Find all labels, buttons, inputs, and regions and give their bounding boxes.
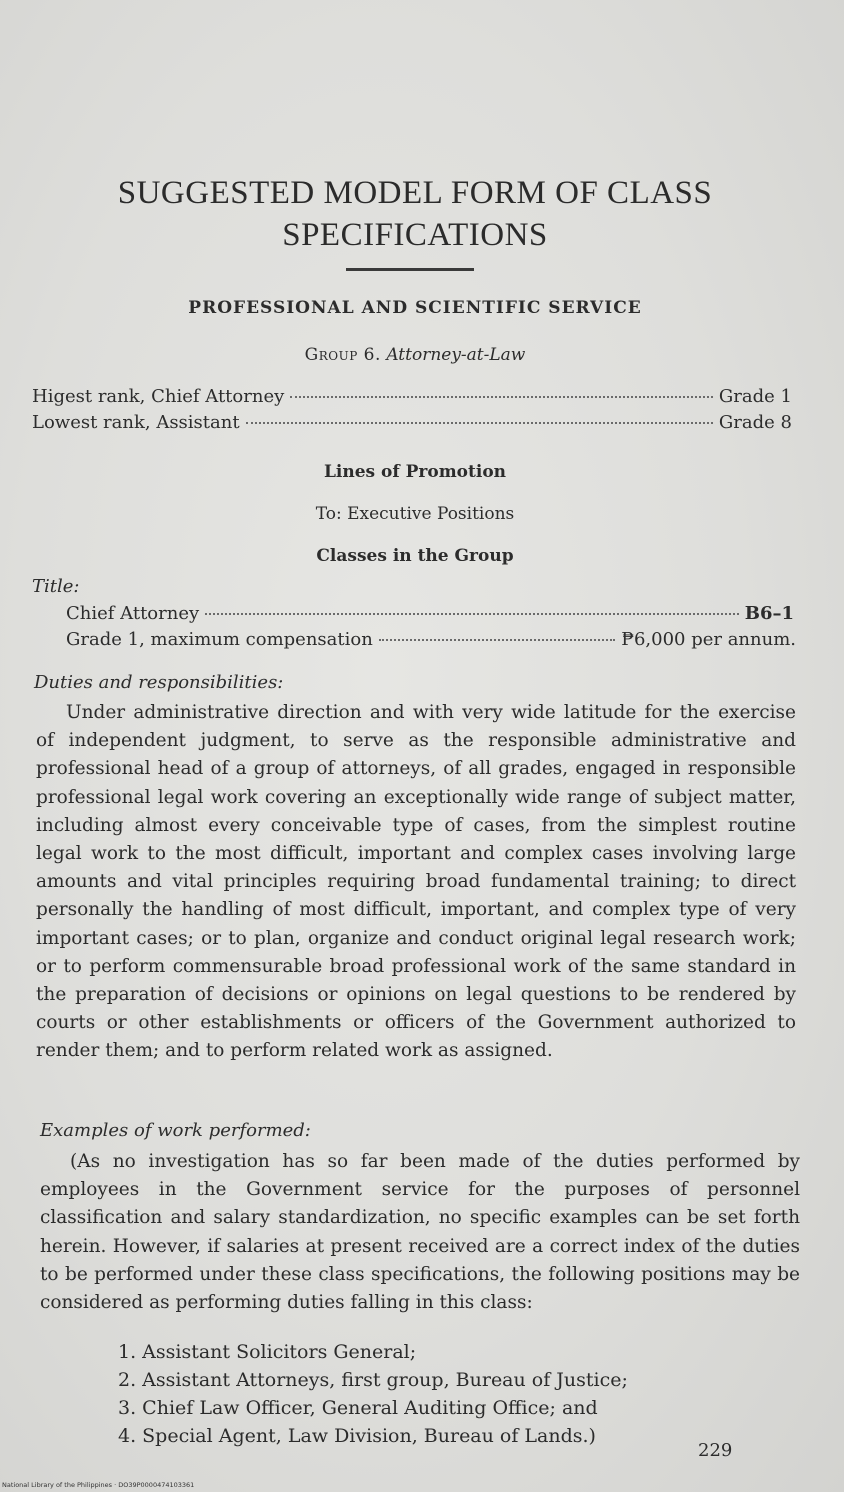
compensation-label: Grade 1, maximum compensation [66, 629, 373, 650]
archive-footer: National Library of the Philippines · DO39P0000474103361 [2, 1481, 195, 1489]
highest-rank-row [32, 386, 792, 407]
class-name: Chief Attorney [66, 603, 200, 624]
highest-rank-grade: Grade 1 [718, 386, 792, 407]
examples-list [118, 1338, 628, 1450]
highest-rank-label: Higest rank, Chief Attorney [32, 386, 285, 407]
compensation-value: ₱6,000 per annum. [621, 629, 796, 650]
class-code: B6–1 [744, 603, 794, 624]
list-item: 4. Special Agent, Law Division, Bureau of Lands.) [118, 1425, 596, 1447]
service-heading: PROFESSIONAL AND SCIENTIFIC SERVICE [188, 298, 642, 318]
list-item: 1. Assistant Solicitors General; [118, 1341, 417, 1363]
group-label: Group 6. [304, 345, 381, 365]
group-name: Attorney-at-Law [386, 345, 526, 365]
classes-heading: Classes in the Group [316, 546, 514, 566]
lowest-rank-row [32, 412, 792, 433]
examples-paragraph: (As no investigation has so far been made of the duties performed by employees in the Government service for the purposes of personnel classification and salary standardization, no specific examples can be set forth herein. However, if salaries at present received are a correct index of the duties to be performed under these class specifications, the following positions may be considered as performing duties falling in this class: [40, 1151, 800, 1314]
leader-dots [379, 639, 615, 641]
leader-dots [205, 613, 739, 615]
duties-label: Duties and responsibilities: [34, 672, 284, 693]
page-number: 229 [698, 1440, 733, 1461]
title-divider [346, 268, 474, 271]
title-label: Title: [32, 576, 80, 597]
class-name-row [66, 603, 794, 624]
promotion-target: To: Executive Positions [315, 504, 515, 524]
examples-label: Examples of work performed: [40, 1120, 311, 1141]
lowest-rank-grade: Grade 8 [718, 412, 792, 433]
lines-of-promotion-heading: Lines of Promotion [323, 462, 507, 482]
leader-dots [246, 422, 713, 424]
compensation-row [66, 629, 796, 650]
lowest-rank-label: Lowest rank, Assistant [32, 412, 240, 433]
duties-paragraph: Under administrative direction and with very wide latitude for the exercise of independent judgment, to serve as the responsible administrative and professional head of a group of attorneys, of all grades, engaged in responsible professional legal work covering an exceptionally wide range of subject matter, including almost every conceivable type of cases, from the simplest routine legal work to the most difficult, important and complex cases involving large amounts and vital principles requiring broad fundamental training; to direct personally the handling of most difficult, important, and complex type of very important cases; or to plan, organize and conduct original legal research work; or to perform commensurable broad professional work of the same standard in the preparation of decisions or opinions on legal questions to be rendered by courts or other establishments or officers of the Government authorized to render them; and to perform related work as assigned. [36, 702, 796, 1062]
leader-dots [290, 396, 713, 398]
list-item: 2. Assistant Attorneys, first group, Bureau of Justice; [118, 1369, 628, 1391]
document-title: SUGGESTED MODEL FORM OF CLASS SPECIFICATIONS [117, 175, 713, 253]
group-heading [60, 345, 770, 365]
list-item: 3. Chief Law Officer, General Auditing Office; and [118, 1397, 598, 1419]
